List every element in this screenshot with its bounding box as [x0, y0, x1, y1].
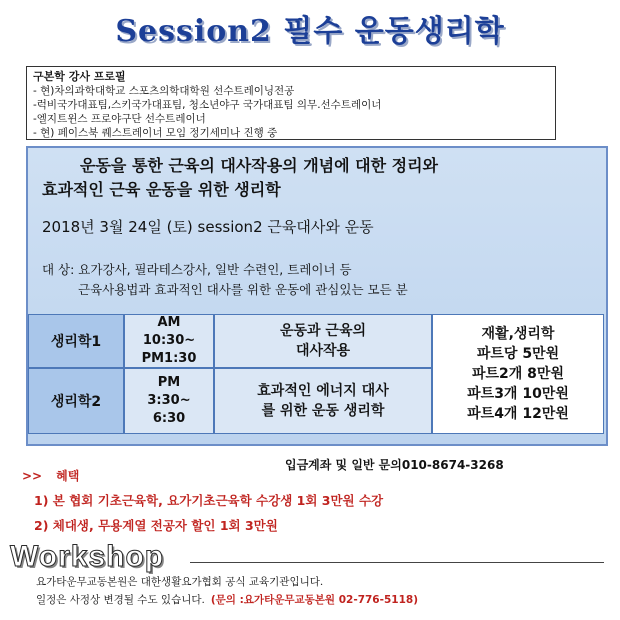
profile-item: - 현)차의과학대학교 스포츠의학대학원 선수트레이닝전공	[33, 85, 295, 97]
arrow-icon: >>	[22, 469, 43, 483]
row-2-name: 생리학2	[28, 368, 124, 434]
session-date: 2018년 3월 24일 (토) session2 근육대사와 운동	[42, 218, 374, 236]
row-2-time-3: 6:30	[152, 411, 186, 426]
price-line-1: 재활,생리학	[481, 326, 555, 342]
row-1-name: 생리학1	[28, 314, 124, 368]
row-2-time	[124, 368, 214, 434]
target-line-1: 대 상: 요가강사, 필라테스강사, 일반 수련인, 트레이너 등	[42, 262, 352, 277]
row-2-topic	[214, 368, 432, 434]
profile-item: -엘지트윈스 프로야구단 선수트레이너	[33, 113, 206, 125]
profile-item: -럭비국가대표팀,스키국가대표팀, 청소년야구 국가대표팀 의무.선수트레이너	[33, 99, 382, 111]
header-line-1: 운동을 통한 근육의 대사작용의 개념에 대한 정리와	[80, 156, 438, 175]
row-1-time-1: AM	[157, 315, 181, 330]
row-2-topic-2: 를 위한 운동 생리학	[261, 403, 385, 419]
row-2-time-2: 3:30~	[147, 393, 191, 408]
profile-item: - 현) 페이스북 퀘스트레이너 모임 정기세미나 진행 중	[33, 127, 278, 139]
benefit-item-1: 1) 본 협회 기초근육학, 요가기초근육학 수강생 1회 3만원 수강	[34, 493, 384, 508]
workshop-label: Workshop	[10, 540, 165, 573]
row-1-time	[124, 314, 214, 368]
row-2-topic-1: 효과적인 에너지 대사	[257, 383, 389, 399]
footer-inquiry: (문의 :요가타운무교동본원 02-776-5118)	[210, 594, 418, 606]
target-line-2: 근육사용법과 효과적인 대사를 위한 운동에 관심있는 모든 분	[78, 282, 408, 297]
benefit-item-2: 2) 체대생, 무용계열 전공자 할인 1회 3만원	[34, 518, 278, 533]
price-line-2: 파트당 5만원	[476, 346, 560, 362]
price-box	[432, 314, 604, 434]
row-1-time-3: PM1:30	[141, 351, 197, 366]
divider	[190, 562, 604, 563]
row-1-topic-1: 운동과 근육의	[279, 323, 367, 339]
footer-line-2	[36, 592, 418, 607]
target-audience	[42, 260, 408, 300]
row-1-topic-2: 대사작용	[295, 343, 351, 359]
profile-heading: 구본학 강사 프로필	[33, 70, 126, 83]
price-line-4: 파트3개 10만원	[467, 386, 569, 402]
row-1-topic	[214, 314, 432, 368]
page-title: Session2 필수 운동생리학	[115, 14, 505, 49]
footer-line-1: 요가타운무교동본원은 대한생활요가협회 공식 교육기관입니다.	[36, 576, 324, 588]
price-line-5: 파트4개 12만원	[467, 406, 569, 422]
instructor-profile	[26, 66, 556, 140]
footer-notice: 일정은 사정상 변경될 수도 있습니다.	[36, 594, 205, 606]
benefits-heading	[22, 467, 79, 484]
benefits-title: 혜택	[56, 469, 80, 483]
header-line-2: 효과적인 근육 운동을 위한 생리학	[42, 180, 281, 199]
row-2-time-1: PM	[157, 375, 181, 390]
session-header	[42, 154, 602, 202]
contact-info: 입금계좌 및 일반 문의010-8674-3268	[285, 458, 504, 472]
row-1-time-2: 10:30~	[142, 333, 196, 348]
price-line-3: 파트2개 8만원	[472, 366, 564, 382]
